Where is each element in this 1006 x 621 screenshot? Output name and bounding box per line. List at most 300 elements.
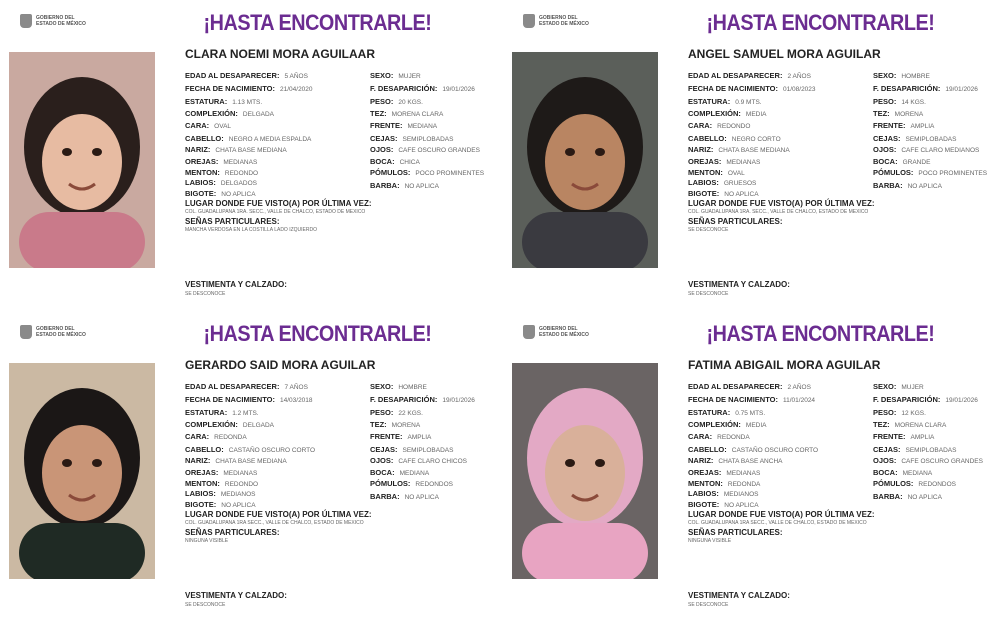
field-row	[873, 71, 930, 80]
field-label: CABELLO:	[688, 445, 727, 454]
government-logo	[20, 325, 86, 339]
field-row	[185, 189, 256, 198]
field-row	[688, 84, 816, 93]
field-row	[185, 145, 287, 154]
field-label: OREJAS:	[185, 468, 219, 477]
field-row	[873, 181, 942, 190]
seal-icon	[20, 325, 32, 339]
logo-text	[36, 326, 86, 338]
logo-text	[539, 15, 589, 27]
field-row	[185, 432, 247, 441]
field-label: COMPLEXIÓN:	[688, 109, 741, 118]
field-label: FECHA DE NACIMIENTO:	[185, 395, 275, 404]
field-value: MUJER	[398, 73, 421, 80]
field-value: DELGADA	[242, 422, 274, 429]
last-seen-label: LUGAR DONDE FUE VISTO(A) POR ÚLTIMA VEZ:	[185, 510, 372, 519]
field-row	[873, 420, 946, 429]
field-row	[688, 134, 781, 143]
field-row	[688, 395, 815, 404]
field-label: OJOS:	[873, 456, 897, 465]
field-row	[873, 84, 978, 93]
field-label: PÓMULOS:	[873, 168, 914, 177]
missing-person-poster	[503, 311, 1006, 621]
field-row	[688, 432, 750, 441]
field-row	[370, 492, 439, 501]
field-value: REDONDO	[717, 123, 751, 130]
field-value: 2 AÑOS	[787, 73, 811, 80]
field-label: F. DESAPARICIÓN:	[873, 395, 941, 404]
marks-value: SE DESCONOCE	[688, 227, 729, 233]
missing-person-poster	[0, 311, 503, 621]
poster-title: ¡HASTA ENCONTRARLE!	[203, 10, 432, 35]
field-row	[688, 445, 818, 454]
field-value: 21/04/2020	[280, 86, 313, 93]
field-row	[185, 445, 315, 454]
field-value: MUJER	[901, 384, 924, 391]
field-value: CAFE CLARO CHICOS	[398, 458, 467, 465]
field-row	[185, 456, 287, 465]
field-label: MENTON:	[688, 479, 723, 488]
field-row	[688, 109, 767, 118]
person-name: FATIMA ABIGAIL MORA AGUILAR	[688, 358, 881, 372]
field-label: PÓMULOS:	[370, 479, 411, 488]
field-row	[185, 109, 274, 118]
field-row	[185, 97, 262, 106]
clothing-label: VESTIMENTA Y CALZADO:	[688, 591, 790, 600]
field-value: MEDIA	[745, 111, 767, 118]
person-name: CLARA NOEMI MORA AGUILAAR	[185, 47, 375, 61]
field-value: 5 AÑOS	[284, 73, 308, 80]
field-value: CAFE OSCURO GRANDES	[901, 458, 983, 465]
field-row	[370, 456, 467, 465]
field-label: FRENTE:	[873, 121, 906, 130]
marks-label: SEÑAS PARTICULARES:	[185, 217, 280, 226]
field-value: AMPLIA	[910, 123, 935, 130]
field-label: BARBA:	[370, 181, 400, 190]
government-logo	[523, 325, 589, 339]
field-row	[688, 121, 750, 130]
field-row	[688, 168, 745, 177]
field-value: 19/01/2026	[945, 86, 978, 93]
field-row	[185, 420, 274, 429]
field-row	[370, 145, 480, 154]
field-row	[185, 157, 257, 166]
field-label: PESO:	[370, 97, 394, 106]
clothing-value: SE DESCONOCE	[688, 602, 729, 608]
field-value: 14/03/2018	[280, 397, 313, 404]
clothing-value: SE DESCONOCE	[185, 291, 226, 297]
field-row	[688, 479, 760, 488]
field-row	[185, 134, 311, 143]
field-value: GRANDE	[902, 159, 931, 166]
field-value: MORENA	[894, 111, 924, 118]
field-label: SEXO:	[370, 382, 394, 391]
missing-person-poster	[503, 0, 1006, 310]
field-row	[185, 168, 258, 177]
field-row	[873, 468, 932, 477]
person-name: ANGEL SAMUEL MORA AGUILAR	[688, 47, 881, 61]
government-logo	[20, 14, 86, 28]
field-label: F. DESAPARICIÓN:	[873, 84, 941, 93]
person-name: GERARDO SAID MORA AGUILAR	[185, 358, 376, 372]
field-row	[185, 408, 259, 417]
field-row	[873, 145, 979, 154]
field-value: REDONDO	[224, 170, 259, 177]
field-label: F. DESAPARICIÓN:	[370, 84, 438, 93]
field-label: CARA:	[688, 432, 713, 441]
clothing-value: SE DESCONOCE	[688, 291, 729, 297]
field-row	[370, 479, 453, 488]
seal-icon	[523, 14, 535, 28]
field-row	[688, 456, 782, 465]
field-row	[185, 395, 313, 404]
field-label: CEJAS:	[370, 134, 398, 143]
field-label: BIGOTE:	[688, 500, 720, 509]
last-seen-label: LUGAR DONDE FUE VISTO(A) POR ÚLTIMA VEZ:	[688, 510, 875, 519]
field-value: CASTAÑO OSCURO CORTO	[731, 447, 819, 454]
field-label: SEXO:	[873, 382, 897, 391]
field-label: NARIZ:	[688, 145, 714, 154]
field-row	[873, 97, 926, 106]
field-label: BIGOTE:	[185, 500, 217, 509]
field-label: LABIOS:	[185, 489, 216, 498]
logo-text	[36, 15, 86, 27]
logo-line-1: GOBIERNO DEL	[539, 326, 578, 332]
field-value: SEMIPLOBADAS	[402, 136, 454, 143]
marks-label: SEÑAS PARTICULARES:	[185, 528, 280, 537]
field-row	[688, 145, 790, 154]
field-row	[873, 109, 923, 118]
field-row	[185, 84, 313, 93]
field-value: SEMIPLOBADAS	[905, 136, 957, 143]
field-value: 2 AÑOS	[787, 384, 811, 391]
marks-label: SEÑAS PARTICULARES:	[688, 217, 783, 226]
field-row	[873, 134, 956, 143]
last-seen-value: COL. GUADALUPANA 1RA SECC., VALLE DE CHALCO, ESTADO DE MEXICO	[688, 520, 867, 526]
field-value: NO APLICA	[404, 183, 439, 190]
logo-line-2: ESTADO DE MÉXICO	[36, 21, 86, 27]
field-row	[688, 420, 767, 429]
field-value: HOMBRE	[901, 73, 930, 80]
poster-title: ¡HASTA ENCONTRARLE!	[203, 321, 432, 346]
field-label: CABELLO:	[185, 134, 224, 143]
field-value: MEDIANA	[902, 470, 933, 477]
field-value: 0.9 MTS.	[735, 99, 762, 106]
field-label: EDAD AL DESAPARECER:	[185, 71, 280, 80]
field-value: NO APLICA	[907, 494, 942, 501]
field-value: 11/01/2024	[783, 397, 816, 404]
clothing-value: SE DESCONOCE	[185, 602, 226, 608]
field-label: OJOS:	[873, 145, 897, 154]
field-row	[688, 97, 762, 106]
field-value: MEDIA	[745, 422, 767, 429]
field-label: BARBA:	[873, 492, 903, 501]
field-value: 01/08/2023	[783, 86, 816, 93]
field-value: 1.2 MTS.	[232, 410, 259, 417]
person-photo	[9, 52, 155, 268]
field-label: EDAD AL DESAPARECER:	[688, 71, 783, 80]
field-row	[370, 408, 423, 417]
field-row	[370, 382, 427, 391]
field-value: GRUESOS	[723, 180, 757, 187]
field-label: CARA:	[688, 121, 713, 130]
field-label: TEZ:	[873, 420, 890, 429]
field-value: NO APLICA	[221, 502, 256, 509]
field-label: CEJAS:	[370, 445, 398, 454]
field-value: CHATA BASE ANCHA	[718, 458, 783, 465]
field-row	[185, 178, 257, 187]
field-value: MEDIANA	[407, 123, 438, 130]
logo-line-1: GOBIERNO DEL	[539, 15, 578, 21]
field-value: REDONDOS	[415, 481, 453, 488]
field-row	[370, 395, 475, 404]
field-label: TEZ:	[873, 109, 890, 118]
field-row	[688, 408, 765, 417]
field-label: BARBA:	[370, 492, 400, 501]
marks-value: MANCHA VERDOSA EN LA COSTILLA LADO IZQUIERDO	[185, 227, 317, 233]
field-value: MEDIANAS	[726, 470, 761, 477]
last-seen-value: COL. GUADALUPANA 1RA. SECC., VALLE DE CHALCO, ESTADO DE MEXICO	[185, 209, 366, 215]
field-label: CEJAS:	[873, 445, 901, 454]
field-row	[370, 134, 453, 143]
last-seen-label: LUGAR DONDE FUE VISTO(A) POR ÚLTIMA VEZ:	[688, 199, 875, 208]
field-label: BOCA:	[370, 468, 395, 477]
field-row	[688, 382, 811, 391]
field-row	[688, 157, 760, 166]
field-label: FRENTE:	[370, 121, 403, 130]
field-label: F. DESAPARICIÓN:	[370, 395, 438, 404]
field-label: MENTON:	[185, 168, 220, 177]
field-value: NO APLICA	[404, 494, 439, 501]
field-row	[185, 479, 258, 488]
marks-value: NINGUNA VISIBLE	[185, 538, 229, 544]
field-label: ESTATURA:	[185, 97, 228, 106]
field-value: REDONDOS	[918, 481, 956, 488]
field-row	[873, 445, 956, 454]
field-label: EDAD AL DESAPARECER:	[688, 382, 783, 391]
marks-label: SEÑAS PARTICULARES:	[688, 528, 783, 537]
field-row	[873, 432, 934, 441]
field-label: BOCA:	[873, 157, 898, 166]
field-row	[873, 408, 926, 417]
logo-line-1: GOBIERNO DEL	[36, 15, 75, 21]
field-row	[370, 168, 484, 177]
field-row	[688, 71, 811, 80]
field-label: ESTATURA:	[688, 97, 731, 106]
field-row	[873, 157, 930, 166]
logo-line-2: ESTADO DE MÉXICO	[36, 332, 86, 338]
field-row	[370, 109, 443, 118]
field-label: PESO:	[873, 408, 897, 417]
field-label: PÓMULOS:	[873, 479, 914, 488]
logo-line-2: ESTADO DE MÉXICO	[539, 21, 589, 27]
field-value: NEGRO A MEDIA ESPALDA	[228, 136, 312, 143]
field-row	[688, 189, 759, 198]
field-value: 22 KGS.	[398, 410, 423, 417]
field-label: FECHA DE NACIMIENTO:	[185, 84, 275, 93]
field-row	[873, 479, 956, 488]
field-label: LABIOS:	[185, 178, 216, 187]
field-label: PESO:	[873, 97, 897, 106]
field-value: 20 KGS.	[398, 99, 423, 106]
field-value: CHATA BASE MEDIANA	[215, 458, 287, 465]
field-value: MEDIANAS	[223, 470, 258, 477]
field-row	[370, 84, 475, 93]
field-value: REDONDA	[214, 434, 247, 441]
field-value: NO APLICA	[724, 502, 759, 509]
field-label: CABELLO:	[688, 134, 727, 143]
field-value: SEMIPLOBADAS	[402, 447, 454, 454]
field-value: OVAL	[727, 170, 745, 177]
field-label: COMPLEXIÓN:	[185, 420, 238, 429]
clothing-label: VESTIMENTA Y CALZADO:	[185, 280, 287, 289]
field-value: 14 KGS.	[901, 99, 926, 106]
field-value: REDONDO	[224, 481, 259, 488]
field-value: MORENA CLARA	[391, 111, 444, 118]
seal-icon	[20, 14, 32, 28]
field-value: 7 AÑOS	[284, 384, 308, 391]
field-value: OVAL	[214, 123, 232, 130]
field-label: CEJAS:	[873, 134, 901, 143]
field-value: REDONDA	[727, 481, 761, 488]
field-label: OJOS:	[370, 145, 394, 154]
person-photo	[512, 363, 658, 579]
clothing-label: VESTIMENTA Y CALZADO:	[185, 591, 287, 600]
field-row	[688, 489, 759, 498]
field-row	[185, 71, 308, 80]
field-row	[688, 468, 760, 477]
field-label: BOCA:	[873, 468, 898, 477]
field-value: REDONDA	[717, 434, 750, 441]
field-value: AMPLIA	[910, 434, 935, 441]
field-row	[873, 121, 934, 130]
logo-line-2: ESTADO DE MÉXICO	[539, 332, 589, 338]
field-label: TEZ:	[370, 109, 387, 118]
government-logo	[523, 14, 589, 28]
person-photo	[9, 363, 155, 579]
field-label: ESTATURA:	[688, 408, 731, 417]
field-row	[185, 500, 256, 509]
field-value: MEDIANOS	[723, 491, 759, 498]
field-row	[185, 382, 308, 391]
field-row	[185, 121, 231, 130]
field-row	[370, 432, 431, 441]
field-label: BIGOTE:	[185, 189, 217, 198]
field-value: NO APLICA	[221, 191, 256, 198]
field-label: PÓMULOS:	[370, 168, 411, 177]
field-value: 1.13 MTS.	[232, 99, 263, 106]
field-row	[873, 492, 942, 501]
field-value: DELGADOS	[220, 180, 257, 187]
poster-title: ¡HASTA ENCONTRARLE!	[706, 321, 935, 346]
field-label: OREJAS:	[688, 157, 722, 166]
field-value: 19/01/2026	[442, 86, 475, 93]
field-value: MEDIANAS	[223, 159, 258, 166]
field-row	[688, 178, 756, 187]
person-photo	[512, 52, 658, 268]
field-label: COMPLEXIÓN:	[185, 109, 238, 118]
field-row	[370, 445, 453, 454]
field-value: MEDIANA	[399, 470, 430, 477]
field-label: CABELLO:	[185, 445, 224, 454]
field-value: 19/01/2026	[945, 397, 978, 404]
field-row	[370, 97, 423, 106]
field-row	[370, 468, 429, 477]
field-value: POCO PROMINENTES	[415, 170, 485, 177]
field-row	[185, 489, 256, 498]
field-value: NO APLICA	[907, 183, 942, 190]
field-row	[370, 121, 437, 130]
poster-title: ¡HASTA ENCONTRARLE!	[706, 10, 935, 35]
field-label: COMPLEXIÓN:	[688, 420, 741, 429]
last-seen-value: COL. GUADALUPANA 1RA SECC., VALLE DE CHALCO, ESTADO DE MEXICO	[185, 520, 364, 526]
field-value: MEDIANOS	[220, 491, 256, 498]
field-value: POCO PROMINENTES	[918, 170, 988, 177]
field-row	[873, 168, 987, 177]
field-row	[370, 181, 439, 190]
field-label: BIGOTE:	[688, 189, 720, 198]
field-value: MORENA CLARA	[894, 422, 947, 429]
field-label: CARA:	[185, 432, 210, 441]
last-seen-value: COL. GUADALUPANA 1RA. SECC., VALLE DE CHALCO, ESTADO DE MEXICO	[688, 209, 869, 215]
field-value: NEGRO CORTO	[731, 136, 781, 143]
field-label: BOCA:	[370, 157, 395, 166]
field-label: MENTON:	[688, 168, 723, 177]
field-label: TEZ:	[370, 420, 387, 429]
field-value: MEDIANAS	[726, 159, 761, 166]
field-label: EDAD AL DESAPARECER:	[185, 382, 280, 391]
seal-icon	[523, 325, 535, 339]
field-label: FECHA DE NACIMIENTO:	[688, 395, 778, 404]
field-value: CASTAÑO OSCURO CORTO	[228, 447, 316, 454]
field-row	[370, 420, 420, 429]
field-label: FECHA DE NACIMIENTO:	[688, 84, 778, 93]
field-label: ESTATURA:	[185, 408, 228, 417]
field-label: OREJAS:	[688, 468, 722, 477]
field-row	[370, 71, 421, 80]
field-label: FRENTE:	[873, 432, 906, 441]
field-row	[873, 382, 924, 391]
field-label: OREJAS:	[185, 157, 219, 166]
field-value: 0.75 MTS.	[735, 410, 766, 417]
field-value: MORENA	[391, 422, 421, 429]
field-value: AMPLIA	[407, 434, 432, 441]
clothing-label: VESTIMENTA Y CALZADO:	[688, 280, 790, 289]
field-label: CARA:	[185, 121, 210, 130]
field-value: CHATA BASE MEDIANA	[718, 147, 790, 154]
logo-text	[539, 326, 589, 338]
field-value: CAFE OSCURO GRANDES	[398, 147, 480, 154]
field-row	[185, 468, 257, 477]
field-value: DELGADA	[242, 111, 274, 118]
field-row	[873, 395, 978, 404]
field-label: NARIZ:	[185, 145, 211, 154]
field-value: 19/01/2026	[442, 397, 475, 404]
last-seen-label: LUGAR DONDE FUE VISTO(A) POR ÚLTIMA VEZ:	[185, 199, 372, 208]
field-value: CHATA BASE MEDIANA	[215, 147, 287, 154]
field-label: LABIOS:	[688, 178, 719, 187]
field-value: CAFE CLARO MEDIANOS	[901, 147, 980, 154]
field-value: 12 KGS.	[901, 410, 926, 417]
field-label: NARIZ:	[185, 456, 211, 465]
field-label: PESO:	[370, 408, 394, 417]
missing-person-poster	[0, 0, 503, 310]
field-label: MENTON:	[185, 479, 220, 488]
field-label: FRENTE:	[370, 432, 403, 441]
field-value: SEMIPLOBADAS	[905, 447, 957, 454]
logo-line-1: GOBIERNO DEL	[36, 326, 75, 332]
field-label: LABIOS:	[688, 489, 719, 498]
